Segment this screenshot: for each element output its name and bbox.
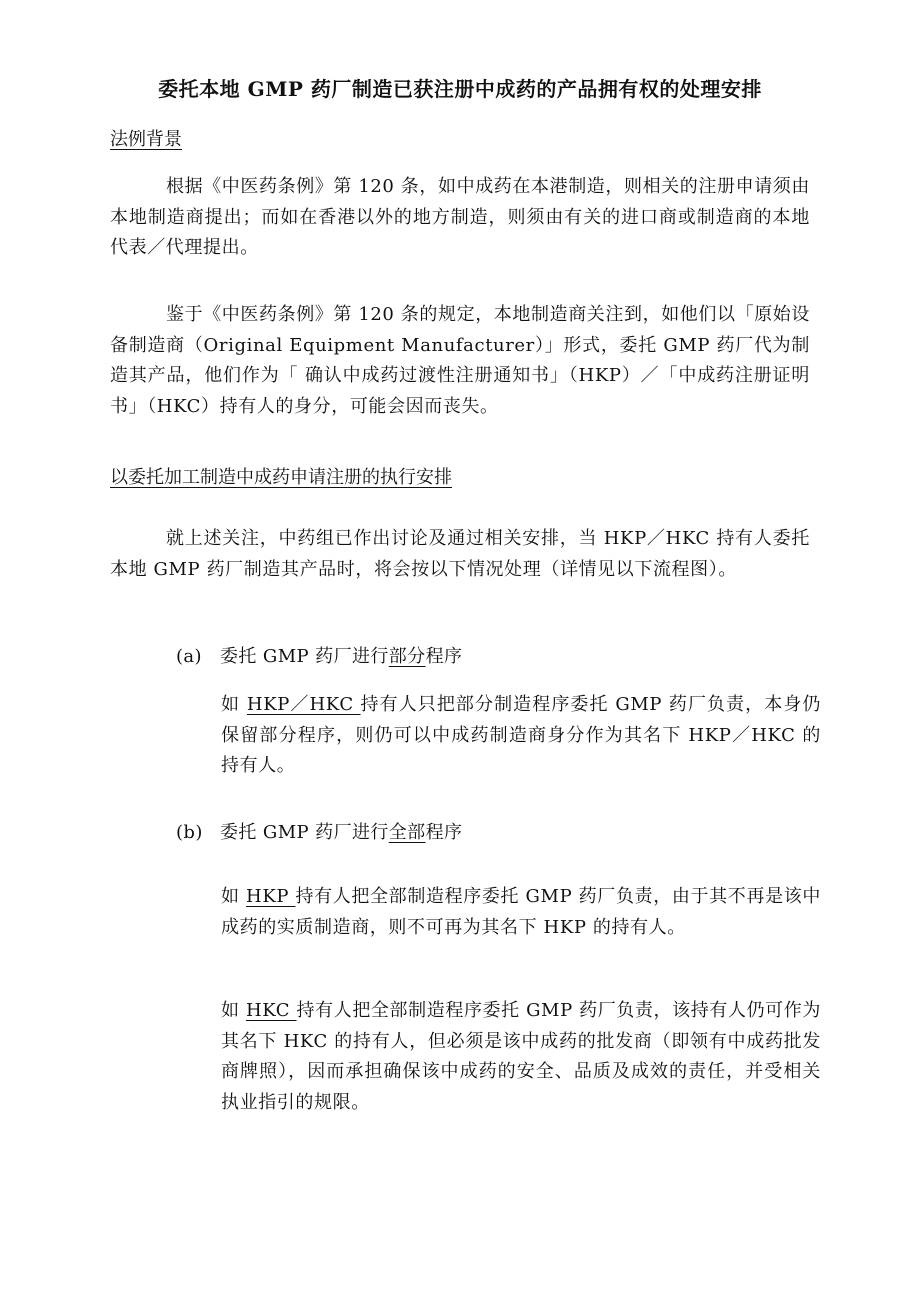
item-a-body (221, 690, 821, 782)
item-a-emphasis: 部分 (388, 646, 426, 667)
paragraph-legal-1: 根据《中医药条例》第 120 条，如中成药在本港制造，则相关的注册申请须由本地制造商提出；而如在香港以外的地方制造，则须由有关的进口商或制造商的本地代表／代理提出。 (110, 176, 810, 258)
item-a-body-rest: 持有人只把部分制造程序委托 GMP 药厂负责，本身仍保留部分程序，则仍可以中成药制造商身分作为其名下 HKP／HKC 的持有人。 (221, 694, 822, 776)
item-b-label (176, 818, 462, 848)
item-b-p1-hkp: HKP (246, 886, 296, 907)
item-b-p2-rest: 持有人把全部制造程序委托 GMP 药厂负责，该持有人仍可作为其名下 HKC 的持有人，但必须是该中成药的批发商（即领有中成药批发商牌照），因而承担确保该中成药的安全、品质及成效的责任，并受相关执业指引的规限。 (221, 1000, 821, 1113)
item-a-marker: (a) (176, 646, 202, 667)
item-b-hkc-paragraph (221, 996, 821, 1118)
item-b-marker: (b) (176, 822, 203, 843)
section-heading-legal-background: 法例背景 (110, 129, 182, 150)
item-a-body-hkp-hkc: HKP／HKC (246, 694, 361, 715)
item-b-suffix: 程序 (425, 822, 463, 843)
item-b-hkp-paragraph (221, 882, 821, 943)
item-a-body-prefix: 如 (221, 694, 247, 715)
item-b-p1-rest: 持有人把全部制造程序委托 GMP 药厂负责，由于其不再是该中成药的实质制造商，则不可再为其名下 HKP 的持有人。 (221, 886, 821, 938)
item-a-label (176, 642, 462, 672)
document-title: 委托本地 GMP 药厂制造已获注册中成药的产品拥有权的处理安排 (158, 77, 762, 101)
item-b-p2-hkc: HKC (245, 1000, 297, 1021)
item-b-p2-prefix: 如 (221, 1000, 246, 1021)
item-a-prefix: 委托 GMP 药厂进行 (220, 646, 389, 667)
section-heading-arrangement: 以委托加工制造中成药申请注册的执行安排 (110, 467, 452, 488)
item-b-emphasis: 全部 (388, 822, 426, 843)
item-a-suffix: 程序 (425, 646, 463, 667)
paragraph-arrangement: 就上述关注，中药组已作出讨论及通过相关安排，当 HKP／HKC 持有人委托本地 GMP 药厂制造其产品时，将会按以下情况处理（详情见以下流程图）。 (110, 528, 810, 580)
item-b-p1-prefix: 如 (221, 886, 247, 907)
paragraph-legal-2: 鉴于《中医药条例》第 120 条的规定，本地制造商关注到，如他们以「原始设备制造商（Original Equipment Manufacturer）」形式，委托 GMP 药厂代为制造其产品，他们作为「 确认中成药过渡性注册通知书」（HKP）／「中成药注册证明书」（HKC）持有人的身分，可能会因而丧失。 (110, 304, 810, 417)
item-b-prefix: 委托 GMP 药厂进行 (220, 822, 389, 843)
